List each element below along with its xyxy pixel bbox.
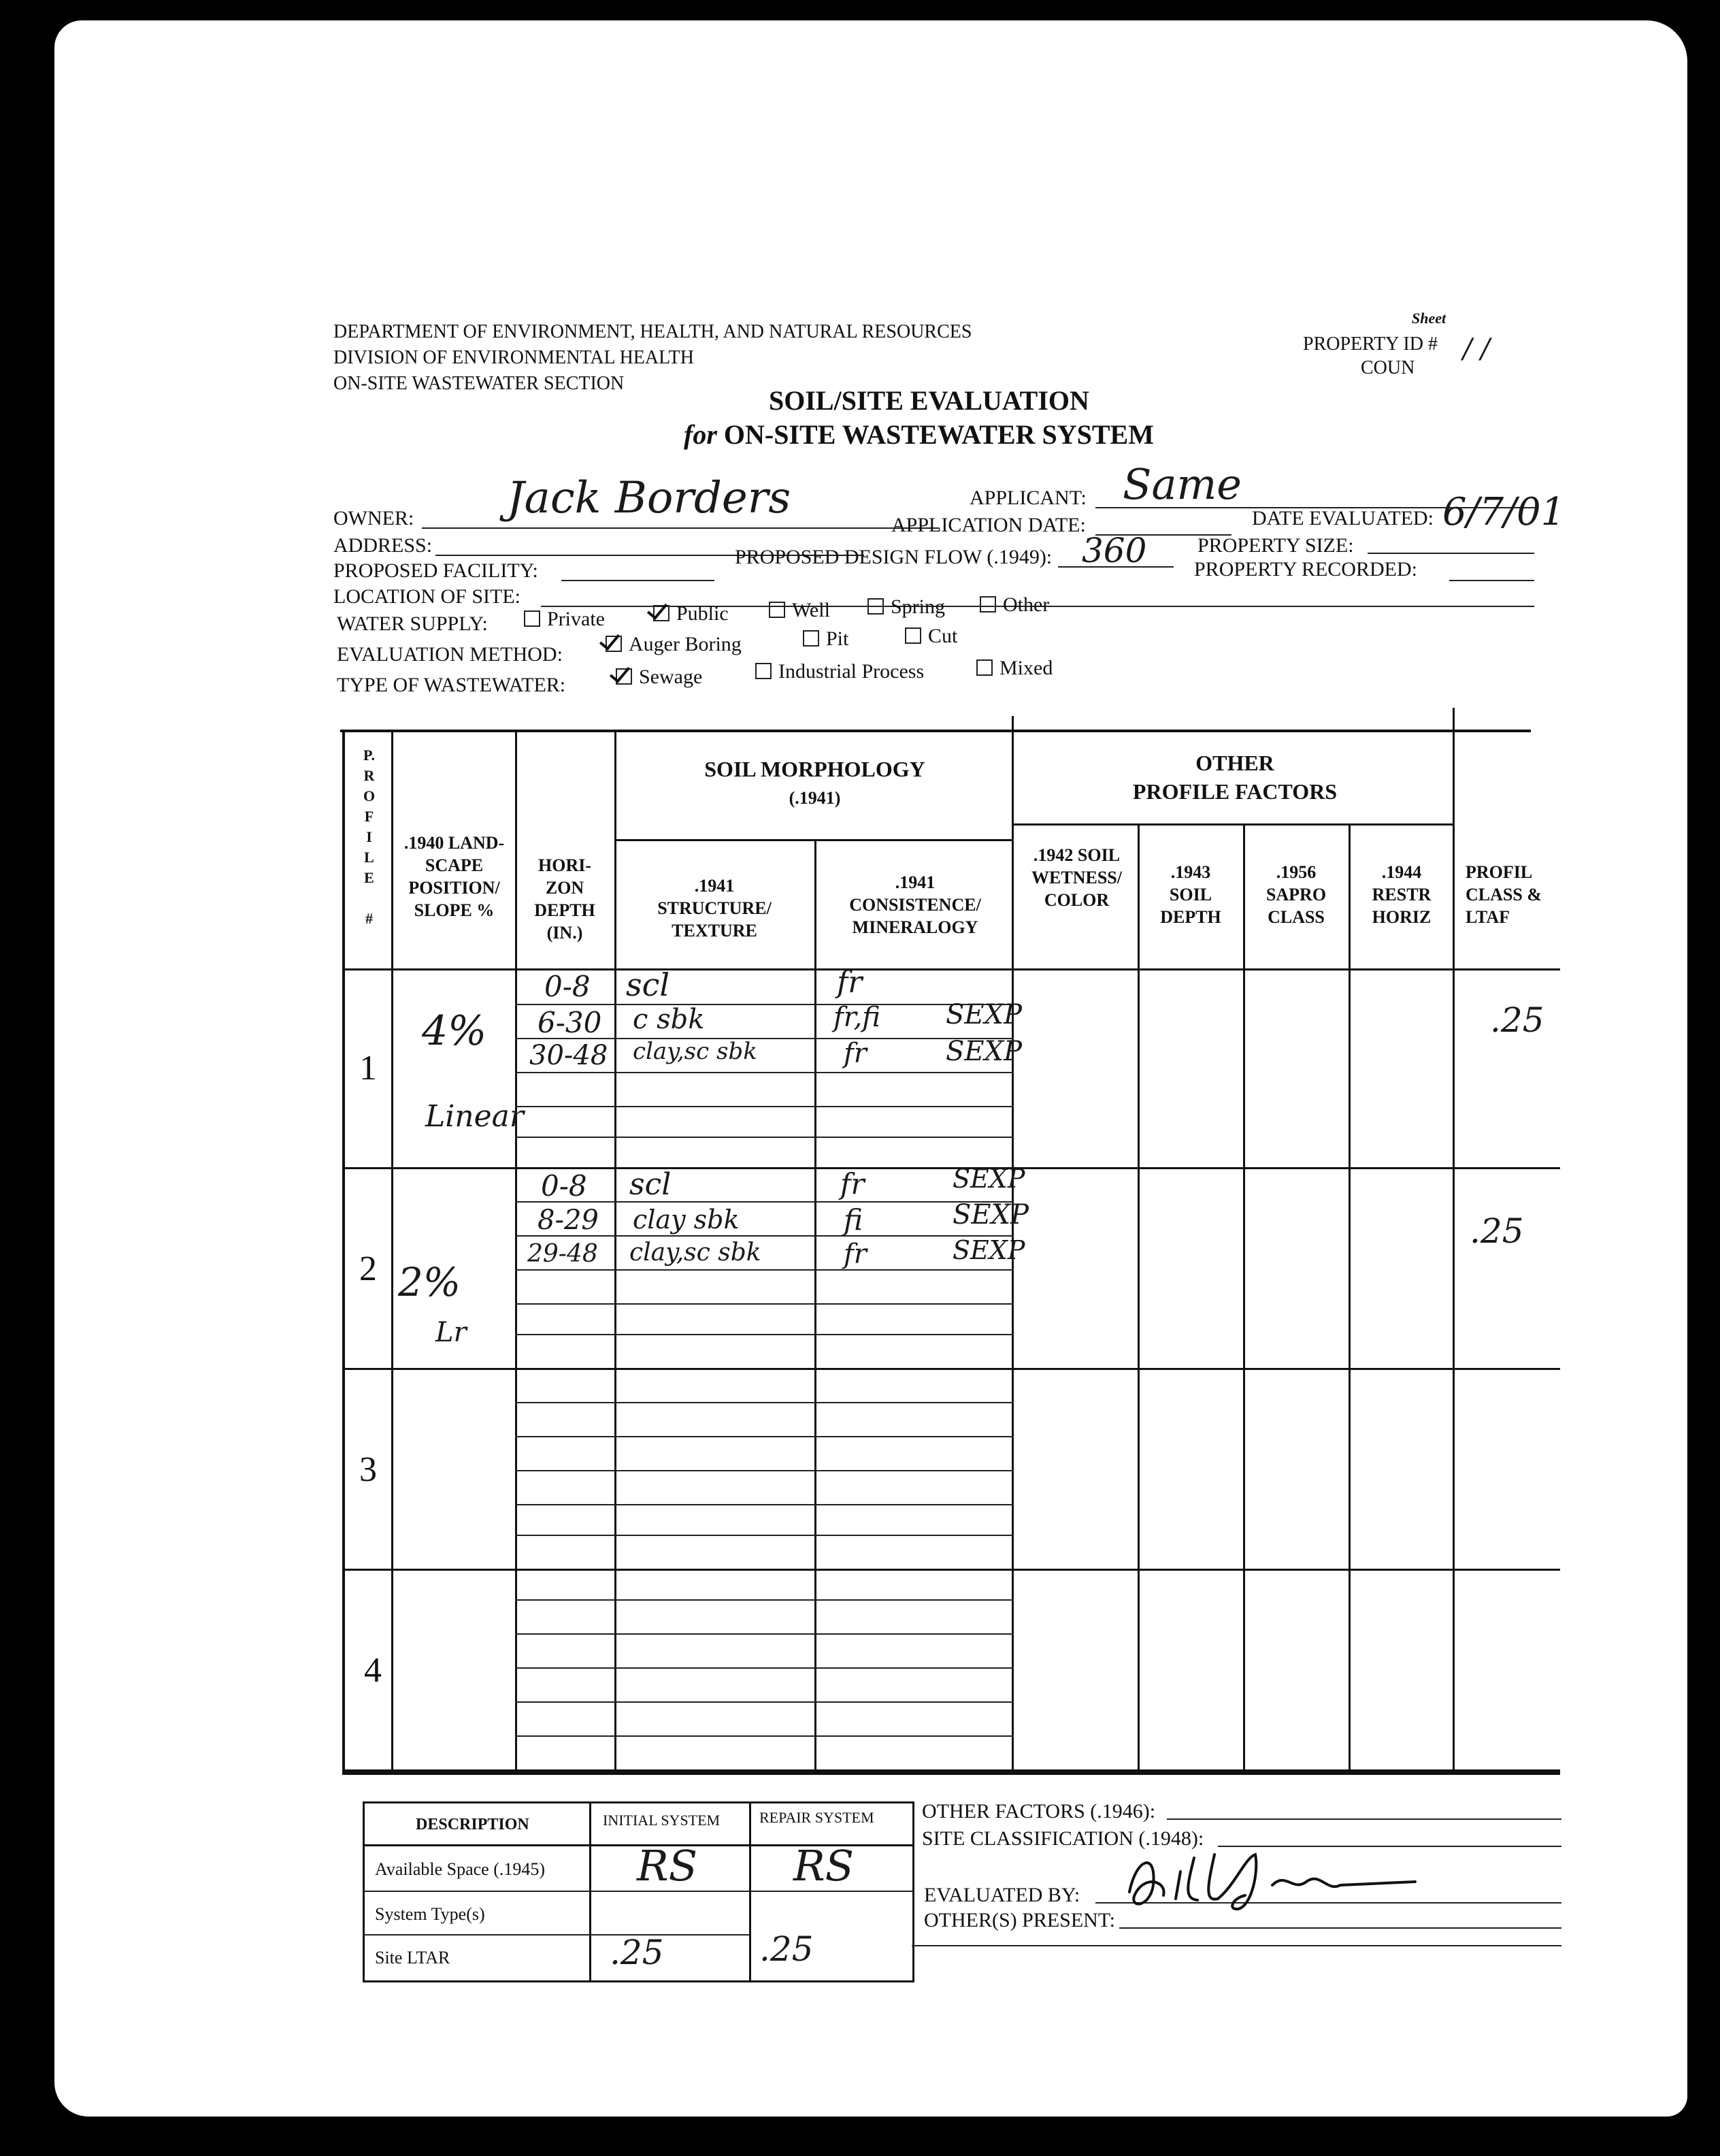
- summary-row3-initial: .25: [610, 1933, 664, 1972]
- p4-subrow-line: [515, 1667, 1014, 1669]
- consistence-header: .1941 CONSISTENCE/ MINERALOGY: [849, 872, 981, 937]
- em-pit-label: Pit: [826, 627, 849, 650]
- table-top-border: [340, 730, 1531, 732]
- ws-other-label: Other: [1003, 593, 1050, 616]
- em-cut-checkbox[interactable]: [905, 627, 921, 644]
- p1-subrow-line: [515, 1004, 1014, 1005]
- ws-other-line: [1061, 606, 1534, 607]
- date-evaluated-value: 6/7/01: [1442, 490, 1566, 534]
- ww-sewage-label: Sewage: [639, 666, 703, 688]
- profile-class-header: PROFIL CLASS & LTAF: [1466, 862, 1542, 927]
- p2-r2-depth: 8-29: [538, 1205, 599, 1236]
- p2-r1-texture: scl: [629, 1167, 672, 1202]
- p1-r2-consistence: fr,fi: [833, 1002, 880, 1033]
- dept-line-3: ON-SITE WASTEWATER SECTION: [333, 373, 625, 394]
- profile-2-bottom: [345, 1368, 1560, 1370]
- p4-subrow-line: [515, 1599, 1014, 1601]
- summary-repair-header: REPAIR SYSTEM: [759, 1809, 874, 1826]
- profile-4-number: 4: [364, 1651, 382, 1690]
- p1-class: .25: [1490, 1000, 1544, 1040]
- landscape-header: .1940 LAND- SCAPE POSITION/ SLOPE %: [403, 833, 505, 920]
- subtitle-for: for: [684, 419, 717, 450]
- ws-public-label: Public: [676, 602, 729, 625]
- ws-public-checkbox[interactable]: [653, 605, 669, 621]
- p1-r2-mineralogy: SEXP: [946, 999, 1022, 1030]
- soil-morph-title: SOIL MORPHOLOGY: [704, 757, 925, 781]
- p2-subrow-line: [515, 1303, 1014, 1305]
- p1-subrow-line: [515, 1072, 1014, 1073]
- other-factors-line: [1167, 1818, 1561, 1820]
- p1-r3-depth: 30-48: [529, 1040, 608, 1071]
- profile-2-number: 2: [359, 1250, 377, 1288]
- col-div-horizon: [614, 730, 616, 1771]
- p2-r1-consistence: fr: [840, 1167, 865, 1200]
- ws-well-checkbox[interactable]: [769, 602, 785, 618]
- p3-subrow-line: [515, 1504, 1014, 1505]
- table-bottom-border: [342, 1769, 1560, 1775]
- date-evaluated-label: DATE EVALUATED:: [1252, 507, 1434, 529]
- form-title: SOIL/SITE EVALUATION: [769, 385, 1089, 416]
- col-div-depth: [1243, 823, 1245, 1771]
- em-pit-option[interactable]: [803, 627, 848, 651]
- p2-subrow-line: [515, 1201, 1014, 1203]
- property-recorded-label: PROPERTY RECORDED:: [1194, 558, 1417, 581]
- evaluator-signature: [1116, 1844, 1470, 1919]
- other-factors-label: OTHER FACTORS (.1946):: [922, 1800, 1156, 1823]
- table-left-border: [342, 730, 345, 1771]
- em-cut-label: Cut: [928, 625, 958, 647]
- county-label: COUN: [1361, 357, 1415, 378]
- p3-subrow-line: [515, 1535, 1014, 1536]
- ws-other-option[interactable]: [980, 593, 1049, 617]
- owner-value: Jack Borders: [507, 473, 791, 523]
- p1-r1-consistence: fr: [837, 965, 863, 1000]
- p2-r2-texture: clay sbk: [633, 1205, 740, 1235]
- structure-header: .1941 STRUCTURE/ TEXTURE: [657, 876, 772, 941]
- design-flow-value: 360: [1082, 531, 1147, 570]
- p2-r2-consistence: fi: [844, 1203, 863, 1237]
- property-size-line: [1368, 553, 1534, 554]
- wetness-header: .1942 SOIL WETNESS/ COLOR: [1031, 845, 1122, 910]
- dept-line-1: DEPARTMENT OF ENVIRONMENT, HEALTH, AND NATURAL RESOURCES: [333, 321, 972, 342]
- summary-row2-label: System Type(s): [375, 1904, 485, 1924]
- soil-depth-header: .1943 SOIL DEPTH: [1160, 862, 1221, 927]
- others-present-label: OTHER(S) PRESENT:: [924, 1909, 1116, 1931]
- soil-morph-header: [619, 755, 1010, 812]
- address-label: ADDRESS:: [333, 534, 433, 557]
- ww-mixed-checkbox[interactable]: [976, 659, 993, 676]
- eval-method-label: EVALUATION METHOD:: [337, 643, 563, 666]
- em-auger-checkbox[interactable]: [606, 636, 622, 652]
- summary-row3-label: Site LTAR: [375, 1948, 450, 1967]
- ws-private-label: Private: [547, 608, 605, 630]
- property-id-label: PROPERTY ID #: [1303, 333, 1438, 355]
- ws-spring-option[interactable]: [867, 595, 945, 619]
- design-flow-label: PROPOSED DESIGN FLOW (.1949):: [735, 546, 1053, 568]
- profile-3-number: 3: [359, 1450, 377, 1489]
- ws-private-checkbox[interactable]: [524, 610, 540, 627]
- property-recorded-line: [1449, 580, 1534, 581]
- summary-description-header: DESCRIPTION: [416, 1816, 529, 1833]
- ws-well-label: Well: [792, 599, 830, 621]
- other-factors-title: OTHER: [1195, 751, 1274, 775]
- p4-subrow-line: [515, 1735, 1014, 1737]
- p2-r1-mineralogy: SEXP: [953, 1164, 1025, 1194]
- other-factors-divider: [1012, 823, 1454, 826]
- profile-3-bottom: [345, 1569, 1560, 1571]
- wastewater-label: TYPE OF WASTEWATER:: [337, 674, 566, 696]
- application-date-label: APPLICATION DATE:: [891, 514, 1086, 536]
- p2-r1-depth: 0-8: [541, 1169, 587, 1203]
- p1-slope: 4%: [422, 1007, 487, 1055]
- ww-mixed-option[interactable]: [976, 657, 1053, 680]
- sapro-header: .1956 SAPRO CLASS: [1266, 862, 1327, 927]
- p2-r3-consistence: fr: [844, 1239, 867, 1270]
- extra-line: [912, 1945, 1561, 1946]
- summary-row1-initial: RS: [637, 1841, 698, 1891]
- col-div-restr: [1453, 708, 1455, 1771]
- ws-private-option[interactable]: [524, 608, 605, 631]
- p4-subrow-line: [515, 1633, 1014, 1635]
- location-label: LOCATION OF SITE:: [333, 585, 520, 608]
- p2-slope: 2%: [398, 1259, 461, 1305]
- p4-subrow-line: [515, 1701, 1014, 1703]
- em-pit-checkbox[interactable]: [803, 630, 819, 647]
- profile-header: P. R O F I L E #: [363, 747, 376, 927]
- owner-line: [422, 527, 939, 529]
- p3-subrow-line: [515, 1470, 1014, 1471]
- others-present-line: [1119, 1927, 1561, 1929]
- p2-r3-depth: 29-48: [527, 1240, 598, 1268]
- col-div-structure: [814, 840, 816, 1771]
- p2-r2-mineralogy: SEXP: [953, 1199, 1029, 1230]
- p1-position: Linear: [425, 1099, 524, 1134]
- other-factors-subtitle: PROFILE FACTORS: [1132, 779, 1338, 804]
- profile-1-number: 1: [359, 1049, 377, 1088]
- ws-public-option[interactable]: [653, 602, 729, 625]
- form-subtitle: [684, 419, 1154, 451]
- em-auger-label: Auger Boring: [629, 633, 742, 655]
- em-auger-option[interactable]: [606, 633, 742, 656]
- applicant-value: Same: [1123, 459, 1242, 509]
- p3-subrow-line: [515, 1436, 1014, 1437]
- dept-line-2: DIVISION OF ENVIRONMENTAL HEALTH: [333, 347, 694, 368]
- sheet-label: Sheet: [1412, 310, 1446, 327]
- evaluated-by-label: EVALUATED BY:: [924, 1884, 1080, 1906]
- p1-r3-consistence: fr: [844, 1038, 867, 1069]
- p1-r1-texture: scl: [626, 966, 670, 1003]
- summary-row1-label: Available Space (.1945): [375, 1859, 546, 1879]
- summary-initial-header: INITIAL SYSTEM: [603, 1812, 721, 1829]
- col-div-sapro: [1349, 823, 1351, 1771]
- header-row-divider: [345, 968, 1560, 970]
- sheet-marks: / /: [1463, 333, 1490, 365]
- p2-r3-mineralogy: SEXP: [953, 1235, 1025, 1265]
- ww-industrial-option[interactable]: [755, 660, 924, 683]
- other-factors-header: [1017, 749, 1453, 806]
- summary-row1-repair: RS: [793, 1841, 855, 1891]
- applicant-label: APPLICANT:: [970, 487, 1087, 509]
- col-div-profile: [391, 730, 393, 1771]
- p1-r1-depth: 0-8: [544, 970, 591, 1003]
- p2-subrow-line: [515, 1334, 1014, 1335]
- ws-well-option[interactable]: [769, 599, 830, 622]
- p2-r3-texture: clay,sc sbk: [629, 1239, 761, 1267]
- ww-mixed-label: Mixed: [999, 657, 1053, 679]
- p2-position: Lr: [435, 1317, 467, 1348]
- p2-class: .25: [1470, 1211, 1524, 1251]
- soil-morph-code: (.1941): [789, 788, 841, 808]
- em-cut-option[interactable]: [905, 625, 957, 648]
- ww-sewage-option[interactable]: [616, 666, 702, 689]
- p2-subrow-line: [515, 1269, 1014, 1271]
- property-size-label: PROPERTY SIZE:: [1197, 534, 1354, 557]
- p1-r3-mineralogy: SEXP: [946, 1036, 1022, 1067]
- soil-morph-divider: [614, 839, 1014, 841]
- ws-other-checkbox[interactable]: [980, 596, 996, 612]
- proposed-facility-line: [561, 580, 714, 581]
- owner-label: OWNER:: [333, 507, 414, 529]
- subtitle-rest: ON-SITE WASTEWATER SYSTEM: [723, 419, 1154, 450]
- proposed-facility-label: PROPOSED FACILITY:: [333, 559, 538, 582]
- summary-row3-repair: .25: [759, 1929, 814, 1969]
- site-classification-label: SITE CLASSIFICATION (.1948):: [922, 1827, 1204, 1850]
- summary-table: [363, 1801, 914, 1982]
- ww-sewage-checkbox[interactable]: [616, 668, 632, 685]
- ww-industrial-label: Industrial Process: [778, 660, 925, 683]
- restr-header: .1944 RESTR HORIZ: [1372, 862, 1432, 927]
- ww-industrial-checkbox[interactable]: [755, 663, 772, 679]
- p3-subrow-line: [515, 1402, 1014, 1403]
- p1-subrow-line: [515, 1106, 1014, 1107]
- p1-r2-depth: 6-30: [538, 1006, 602, 1039]
- p1-subrow-line: [515, 1137, 1014, 1138]
- ws-spring-checkbox[interactable]: [867, 598, 884, 615]
- p1-r3-texture: clay,sc sbk: [633, 1038, 757, 1065]
- horizon-header: HORI- ZON DEPTH (IN.): [534, 855, 595, 943]
- water-supply-label: WATER SUPPLY:: [337, 612, 488, 635]
- p1-r2-texture: c sbk: [633, 1004, 705, 1035]
- ws-spring-label: Spring: [891, 595, 946, 618]
- col-div-wetness: [1138, 823, 1140, 1771]
